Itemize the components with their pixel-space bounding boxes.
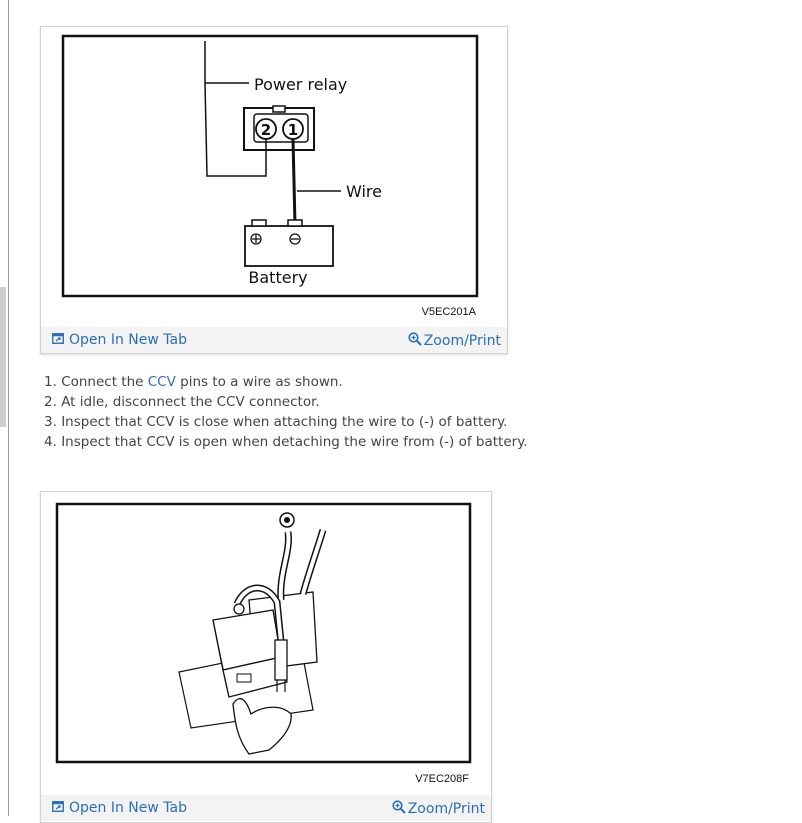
figure-ccv-check (40, 491, 492, 823)
open-in-new-tab-link[interactable] (52, 800, 187, 816)
wire-label: Wire (346, 182, 382, 201)
ccv-term-link[interactable]: CCV (147, 374, 176, 390)
figure-toolbar (41, 327, 507, 353)
step-item: 1. Connect the CCV pins to a wire as shown. (44, 374, 343, 390)
power-relay-wiring-diagram (41, 27, 507, 327)
open-in-new-tab-label: Open In New Tab (69, 332, 187, 348)
power-relay-label: Power relay (254, 75, 348, 94)
ccv-component-illustration (41, 492, 491, 792)
zoom-print-label: Zoom/Print (407, 801, 485, 817)
figure-code: V7EC208F (415, 773, 469, 785)
zoom-print-label: Zoom/Print (423, 333, 501, 349)
open-in-new-tab-icon (52, 332, 64, 348)
step-item: 4. Inspect that CCV is open when detaching the wire from (-) of battery. (44, 434, 528, 450)
instruction-steps (44, 372, 528, 452)
open-in-new-tab-label: Open In New Tab (69, 800, 187, 816)
pin-2-label: 2 (260, 121, 272, 139)
figure-code: V5EC201A (421, 306, 476, 318)
open-in-new-tab-icon (52, 800, 64, 816)
figure-power-relay (40, 26, 508, 354)
scrollbar-thumb[interactable] (0, 287, 6, 427)
zoom-print-link[interactable] (392, 800, 485, 818)
battery-label: Battery (248, 268, 308, 287)
step-item: 3. Inspect that CCV is close when attaching the wire to (-) of battery. (44, 414, 508, 430)
open-in-new-tab-link[interactable] (52, 332, 187, 348)
pin-1-label: 1 (287, 121, 299, 139)
left-border (8, 0, 9, 816)
zoom-magnifier-icon (408, 332, 422, 350)
zoom-magnifier-icon (392, 800, 406, 818)
figure-toolbar (41, 795, 491, 821)
step-item: 2. At idle, disconnect the CCV connector. (44, 394, 320, 410)
zoom-print-link[interactable] (408, 332, 501, 350)
